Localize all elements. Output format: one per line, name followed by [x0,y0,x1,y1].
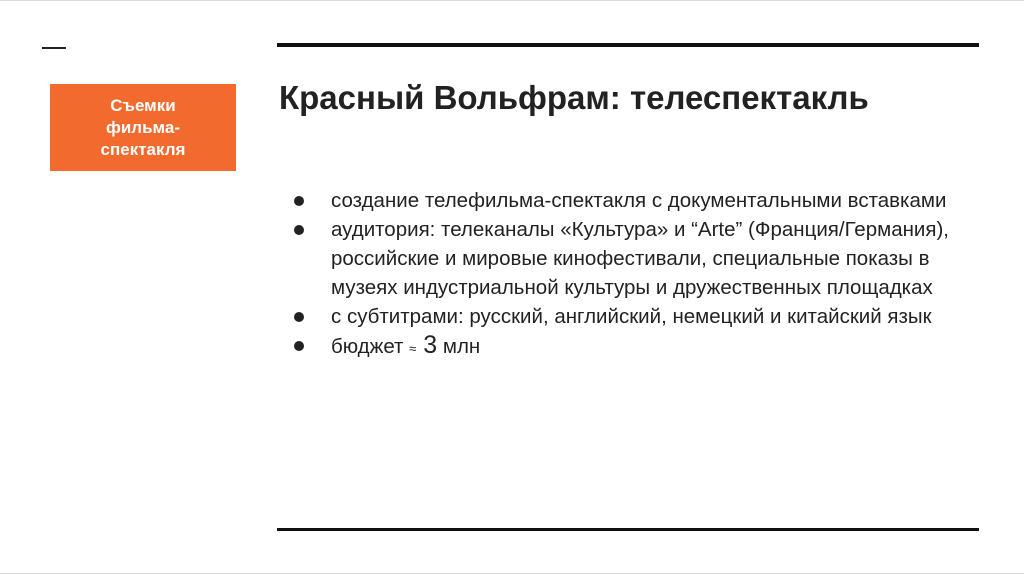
section-tag-label: Съемки фильма-спектакля [100,95,186,159]
bullet-text: аудитория: телеканалы «Культура» и “Arte” (Франция/Германия), российские и мировые кинофестивали, специальные показы в музеях индустриальной культуры и дружественных площадках [331,218,949,299]
slide-title: Красный Вольфрам: телеспектакль [279,79,869,116]
bullet-item [290,215,990,302]
top-border [0,0,1024,1]
budget-approx-sign: ≈ [409,341,417,356]
bullet-dot-icon [294,196,304,206]
bottom-rule [277,528,979,531]
budget-unit: млн [437,335,481,358]
slide-dash-marker [42,47,66,49]
bullet-dot-icon [294,225,304,235]
bullet-list [290,186,990,363]
bullet-dot-icon [294,312,304,322]
bullet-text: с субтитрами: русский, английский, немецкий и китайский язык [331,305,932,328]
bullet-item [290,302,990,331]
budget-label: бюджет [331,335,410,358]
bullet-text: создание телефильма-спектакля с документальными вставками [331,189,947,212]
section-tag [50,84,236,171]
top-rule [277,43,979,47]
bullet-dot-icon [294,341,304,351]
bullet-item [290,186,990,215]
bullet-item-budget [290,331,990,363]
budget-amount: 3 [416,331,438,359]
